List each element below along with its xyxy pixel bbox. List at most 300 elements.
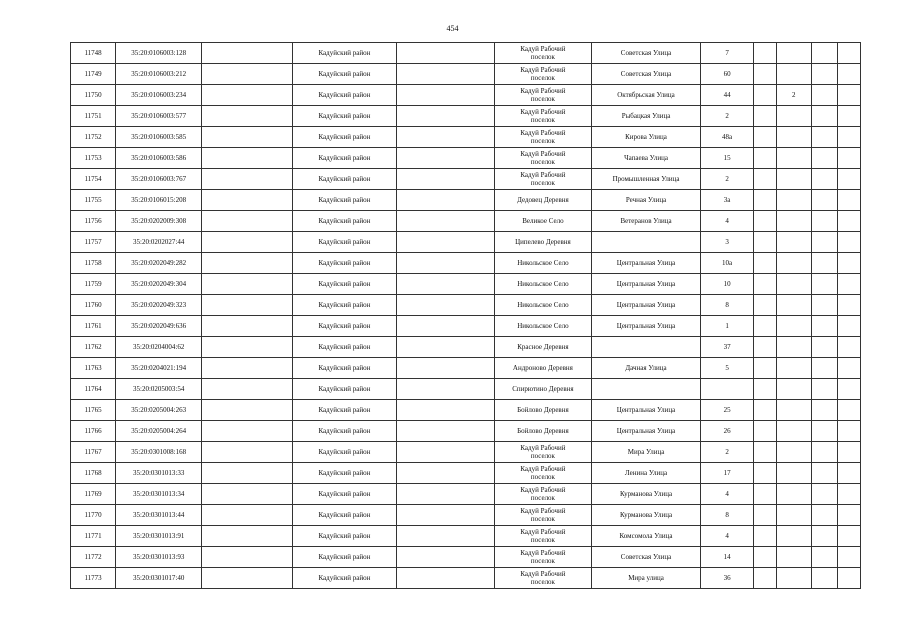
cell-settlement xyxy=(494,505,591,526)
cell-empty xyxy=(811,190,838,211)
cell-cadastral-number: 35:20:0202049:282 xyxy=(116,253,202,274)
cell-row-number: 11769 xyxy=(71,484,116,505)
cell-row-number: 11755 xyxy=(71,190,116,211)
cell-cadastral-number: 35:20:0204021:194 xyxy=(116,358,202,379)
cell-row-number: 11754 xyxy=(71,169,116,190)
cell-empty xyxy=(811,400,838,421)
cell-cadastral-number: 35:20:0202049:323 xyxy=(116,295,202,316)
settlement-name: Никольское Село xyxy=(517,259,569,267)
cell-street: Центральная Улица xyxy=(592,421,701,442)
cell-empty xyxy=(397,43,494,64)
cell-empty xyxy=(811,295,838,316)
cell-street: Центральная Улица xyxy=(592,253,701,274)
cell-street: Ветеранов Улица xyxy=(592,211,701,232)
cell-cadastral-number: 35:20:0301013:91 xyxy=(116,526,202,547)
table-row xyxy=(71,358,861,379)
cell-empty xyxy=(811,484,838,505)
settlement-name: Никольское Село xyxy=(517,280,569,288)
cell-row-number: 11765 xyxy=(71,400,116,421)
table-row xyxy=(71,295,861,316)
cell-district: Кадуйский район xyxy=(292,106,397,127)
cell-empty xyxy=(202,442,292,463)
table-row xyxy=(71,169,861,190)
cell-settlement xyxy=(494,379,591,400)
cell-house-number: 4 xyxy=(700,526,753,547)
cell-cadastral-number: 35:20:0205003:54 xyxy=(116,379,202,400)
cell-empty xyxy=(754,526,777,547)
cell-empty xyxy=(397,400,494,421)
cell-empty xyxy=(397,358,494,379)
cell-cadastral-number: 35:20:0301013:44 xyxy=(116,505,202,526)
cell-street: Промышленная Улица xyxy=(592,169,701,190)
cell-cadastral-number: 35:20:0301013:93 xyxy=(116,547,202,568)
cell-house-number: 8 xyxy=(700,505,753,526)
table-body xyxy=(71,43,861,589)
cell-street xyxy=(592,379,701,400)
cell-empty xyxy=(397,127,494,148)
cell-district: Кадуйский район xyxy=(292,526,397,547)
cell-house-number: 10а xyxy=(700,253,753,274)
cell-row-number: 11763 xyxy=(71,358,116,379)
cell-empty xyxy=(754,421,777,442)
cell-house-number: 15 xyxy=(700,148,753,169)
cell-row-number: 11752 xyxy=(71,127,116,148)
cell-district: Кадуйский район xyxy=(292,400,397,421)
settlement-name: Кадуй Рабочий поселок xyxy=(520,444,566,460)
table-row xyxy=(71,463,861,484)
cell-apartment xyxy=(776,232,811,253)
table-row xyxy=(71,505,861,526)
cell-empty xyxy=(811,106,838,127)
cell-empty xyxy=(202,568,292,589)
table-row xyxy=(71,316,861,337)
cell-empty xyxy=(202,358,292,379)
cell-street: Чапаева Улица xyxy=(592,148,701,169)
cell-street: Дачная Улица xyxy=(592,358,701,379)
cell-street xyxy=(592,337,701,358)
cell-row-number: 11771 xyxy=(71,526,116,547)
cell-empty xyxy=(838,316,861,337)
cell-district: Кадуйский район xyxy=(292,64,397,85)
cell-street: Советская Улица xyxy=(592,64,701,85)
cell-empty xyxy=(754,316,777,337)
table-row xyxy=(71,106,861,127)
cell-cadastral-number: 35:20:0202027:44 xyxy=(116,232,202,253)
cell-empty xyxy=(397,295,494,316)
cell-cadastral-number: 35:20:0205004:263 xyxy=(116,400,202,421)
cell-row-number: 11757 xyxy=(71,232,116,253)
cell-house-number: 60 xyxy=(700,64,753,85)
cell-street: Октябрьская Улица xyxy=(592,85,701,106)
cell-settlement xyxy=(494,400,591,421)
cell-empty xyxy=(811,337,838,358)
cell-empty xyxy=(202,547,292,568)
table-row xyxy=(71,127,861,148)
cell-empty xyxy=(397,421,494,442)
cell-empty xyxy=(838,379,861,400)
cell-empty xyxy=(754,127,777,148)
cell-empty xyxy=(838,358,861,379)
cell-settlement xyxy=(494,106,591,127)
cell-empty xyxy=(397,337,494,358)
cell-street: Центральная Улица xyxy=(592,274,701,295)
cell-empty xyxy=(811,463,838,484)
cell-street: Курманова Улица xyxy=(592,484,701,505)
cell-street: Рыбацкая Улица xyxy=(592,106,701,127)
cell-empty xyxy=(202,253,292,274)
cell-empty xyxy=(754,169,777,190)
cell-empty xyxy=(202,421,292,442)
cell-settlement xyxy=(494,169,591,190)
cell-empty xyxy=(811,358,838,379)
settlement-name: Кадуй Рабочий поселок xyxy=(520,171,566,187)
cell-empty xyxy=(397,253,494,274)
cell-cadastral-number: 35:20:0106003:586 xyxy=(116,148,202,169)
cell-district: Кадуйский район xyxy=(292,232,397,253)
table-row xyxy=(71,274,861,295)
cell-empty xyxy=(397,190,494,211)
cell-street xyxy=(592,232,701,253)
cell-empty xyxy=(754,190,777,211)
cell-house-number: 4 xyxy=(700,211,753,232)
cell-empty xyxy=(754,64,777,85)
cell-cadastral-number: 35:20:0205004:264 xyxy=(116,421,202,442)
cell-row-number: 11760 xyxy=(71,295,116,316)
cell-settlement xyxy=(494,295,591,316)
cell-apartment xyxy=(776,337,811,358)
table-row xyxy=(71,85,861,106)
table-row xyxy=(71,400,861,421)
cell-empty xyxy=(754,400,777,421)
table-row xyxy=(71,148,861,169)
cell-empty xyxy=(754,337,777,358)
table-row xyxy=(71,211,861,232)
cell-apartment xyxy=(776,358,811,379)
cell-empty xyxy=(202,484,292,505)
cell-house-number: 2 xyxy=(700,106,753,127)
cell-house-number: 44 xyxy=(700,85,753,106)
cell-house-number: 2 xyxy=(700,442,753,463)
cell-empty xyxy=(811,568,838,589)
cell-empty xyxy=(838,106,861,127)
cell-district: Кадуйский район xyxy=(292,211,397,232)
cell-empty xyxy=(754,442,777,463)
cell-apartment xyxy=(776,127,811,148)
cell-row-number: 11753 xyxy=(71,148,116,169)
settlement-name: Никольское Село xyxy=(517,322,569,330)
cell-settlement xyxy=(494,463,591,484)
cell-empty xyxy=(202,190,292,211)
page-number: 454 xyxy=(446,24,459,33)
cell-row-number: 11750 xyxy=(71,85,116,106)
cell-apartment: 2 xyxy=(776,85,811,106)
cell-settlement xyxy=(494,442,591,463)
cell-settlement xyxy=(494,421,591,442)
cell-row-number: 11758 xyxy=(71,253,116,274)
cell-empty xyxy=(811,316,838,337)
cell-empty xyxy=(202,379,292,400)
cell-house-number: 3а xyxy=(700,190,753,211)
cell-cadastral-number: 35:20:0204004:62 xyxy=(116,337,202,358)
table-row xyxy=(71,484,861,505)
cell-cadastral-number: 35:20:0106003:767 xyxy=(116,169,202,190)
table-row xyxy=(71,232,861,253)
cell-apartment xyxy=(776,43,811,64)
cell-district: Кадуйский район xyxy=(292,484,397,505)
cell-cadastral-number: 35:20:0301017:40 xyxy=(116,568,202,589)
cell-empty xyxy=(811,526,838,547)
cell-empty xyxy=(754,463,777,484)
cell-row-number: 11762 xyxy=(71,337,116,358)
cell-empty xyxy=(397,169,494,190)
cell-house-number: 37 xyxy=(700,337,753,358)
cell-street: Мира улица xyxy=(592,568,701,589)
settlement-name: Бойлово Деревня xyxy=(517,406,569,414)
cell-apartment xyxy=(776,295,811,316)
cell-empty xyxy=(397,379,494,400)
cell-settlement xyxy=(494,274,591,295)
settlement-name: Кадуй Рабочий поселок xyxy=(520,549,566,565)
cell-empty xyxy=(202,526,292,547)
cell-empty xyxy=(754,295,777,316)
cell-row-number: 11766 xyxy=(71,421,116,442)
cell-apartment xyxy=(776,379,811,400)
cell-empty xyxy=(838,274,861,295)
cell-empty xyxy=(838,295,861,316)
cell-empty xyxy=(202,337,292,358)
cell-row-number: 11756 xyxy=(71,211,116,232)
cell-row-number: 11770 xyxy=(71,505,116,526)
cell-empty xyxy=(754,568,777,589)
cell-row-number: 11748 xyxy=(71,43,116,64)
cell-empty xyxy=(397,148,494,169)
cell-district: Кадуйский район xyxy=(292,379,397,400)
cell-empty xyxy=(397,64,494,85)
cell-empty xyxy=(202,274,292,295)
cell-cadastral-number: 35:20:0301008:168 xyxy=(116,442,202,463)
cell-empty xyxy=(838,190,861,211)
cell-district: Кадуйский район xyxy=(292,568,397,589)
registry-table xyxy=(70,42,861,589)
cell-district: Кадуйский район xyxy=(292,505,397,526)
cell-empty xyxy=(397,547,494,568)
cell-empty xyxy=(838,169,861,190)
cell-empty xyxy=(838,421,861,442)
cell-empty xyxy=(811,148,838,169)
settlement-name: Кадуй Рабочий поселок xyxy=(520,108,566,124)
cell-apartment xyxy=(776,568,811,589)
cell-house-number: 10 xyxy=(700,274,753,295)
cell-empty xyxy=(754,505,777,526)
cell-apartment xyxy=(776,169,811,190)
cell-empty xyxy=(838,526,861,547)
table-row xyxy=(71,64,861,85)
table-row xyxy=(71,253,861,274)
cell-house-number: 17 xyxy=(700,463,753,484)
cell-house-number: 5 xyxy=(700,358,753,379)
cell-empty xyxy=(811,211,838,232)
settlement-name: Никольское Село xyxy=(517,301,569,309)
cell-empty xyxy=(397,232,494,253)
cell-district: Кадуйский район xyxy=(292,253,397,274)
cell-apartment xyxy=(776,274,811,295)
settlement-name: Кадуй Рабочий поселок xyxy=(520,150,566,166)
table-row xyxy=(71,43,861,64)
cell-district: Кадуйский район xyxy=(292,337,397,358)
cell-house-number: 36 xyxy=(700,568,753,589)
cell-empty xyxy=(397,211,494,232)
cell-empty xyxy=(397,526,494,547)
settlement-name: Кадуй Рабочий поселок xyxy=(520,507,566,523)
cell-district: Кадуйский район xyxy=(292,421,397,442)
cell-empty xyxy=(811,547,838,568)
cell-empty xyxy=(754,547,777,568)
cell-house-number: 1 xyxy=(700,316,753,337)
cell-street: Кирова Улица xyxy=(592,127,701,148)
cell-cadastral-number: 35:20:0106015:208 xyxy=(116,190,202,211)
cell-empty xyxy=(754,85,777,106)
cell-apartment xyxy=(776,505,811,526)
cell-district: Кадуйский район xyxy=(292,547,397,568)
settlement-name: Кадуй Рабочий поселок xyxy=(520,465,566,481)
cell-empty xyxy=(397,316,494,337)
cell-house-number: 7 xyxy=(700,43,753,64)
cell-house-number: 14 xyxy=(700,547,753,568)
cell-cadastral-number: 35:20:0301013:34 xyxy=(116,484,202,505)
cell-street: Центральная Улица xyxy=(592,316,701,337)
cell-empty xyxy=(838,400,861,421)
cell-empty xyxy=(811,64,838,85)
table-row xyxy=(71,526,861,547)
cell-apartment xyxy=(776,526,811,547)
cell-street: Речная Улица xyxy=(592,190,701,211)
cell-empty xyxy=(838,337,861,358)
cell-settlement xyxy=(494,316,591,337)
cell-row-number: 11751 xyxy=(71,106,116,127)
settlement-name: Кадуй Рабочий поселок xyxy=(520,87,566,103)
cell-empty xyxy=(838,463,861,484)
settlement-name: Великое Село xyxy=(522,217,564,225)
cell-apartment xyxy=(776,421,811,442)
cell-house-number: 3 xyxy=(700,232,753,253)
cell-empty xyxy=(202,316,292,337)
cell-row-number: 11749 xyxy=(71,64,116,85)
cell-street: Ленина Улица xyxy=(592,463,701,484)
settlement-name: Красное Деревня xyxy=(517,343,569,351)
settlement-name: Ципелево Деревня xyxy=(515,238,571,246)
cell-empty xyxy=(838,547,861,568)
cell-settlement xyxy=(494,127,591,148)
cell-apartment xyxy=(776,442,811,463)
cell-empty xyxy=(397,505,494,526)
cell-apartment xyxy=(776,211,811,232)
settlement-name: Дедовец Деревня xyxy=(517,196,569,204)
settlement-name: Кадуй Рабочий поселок xyxy=(520,45,566,61)
cell-row-number: 11772 xyxy=(71,547,116,568)
cell-district: Кадуйский район xyxy=(292,316,397,337)
cell-empty xyxy=(811,127,838,148)
cell-settlement xyxy=(494,253,591,274)
cell-district: Кадуйский район xyxy=(292,43,397,64)
cell-empty xyxy=(397,568,494,589)
cell-empty xyxy=(811,505,838,526)
cell-empty xyxy=(838,253,861,274)
cell-apartment xyxy=(776,190,811,211)
cell-empty xyxy=(754,211,777,232)
cell-empty xyxy=(397,85,494,106)
cell-empty xyxy=(838,85,861,106)
cell-empty xyxy=(202,127,292,148)
cell-empty xyxy=(811,169,838,190)
table-row xyxy=(71,421,861,442)
cell-street: Курманова Улица xyxy=(592,505,701,526)
cell-apartment xyxy=(776,463,811,484)
cell-settlement xyxy=(494,190,591,211)
cell-district: Кадуйский район xyxy=(292,442,397,463)
settlement-name: Кадуй Рабочий поселок xyxy=(520,129,566,145)
cell-apartment xyxy=(776,316,811,337)
cell-empty xyxy=(397,463,494,484)
cell-empty xyxy=(202,211,292,232)
cell-empty xyxy=(202,295,292,316)
cell-empty xyxy=(811,442,838,463)
cell-cadastral-number: 35:20:0202049:636 xyxy=(116,316,202,337)
cell-street: Комсомола Улица xyxy=(592,526,701,547)
cell-empty xyxy=(838,484,861,505)
cell-empty xyxy=(811,421,838,442)
cell-empty xyxy=(397,442,494,463)
cell-empty xyxy=(202,463,292,484)
cell-district: Кадуйский район xyxy=(292,190,397,211)
cell-empty xyxy=(838,64,861,85)
cell-apartment xyxy=(776,547,811,568)
cell-cadastral-number: 35:20:0106003:585 xyxy=(116,127,202,148)
cell-settlement xyxy=(494,85,591,106)
table-row xyxy=(71,547,861,568)
cell-empty xyxy=(838,442,861,463)
cell-apartment xyxy=(776,400,811,421)
cell-empty xyxy=(811,232,838,253)
cell-street: Центральная Улица xyxy=(592,400,701,421)
cell-settlement xyxy=(494,337,591,358)
cell-district: Кадуйский район xyxy=(292,85,397,106)
cell-empty xyxy=(754,358,777,379)
cell-district: Кадуйский район xyxy=(292,148,397,169)
cell-empty xyxy=(397,106,494,127)
cell-empty xyxy=(838,211,861,232)
cell-empty xyxy=(838,505,861,526)
cell-house-number: 25 xyxy=(700,400,753,421)
table-row xyxy=(71,190,861,211)
cell-house-number: 26 xyxy=(700,421,753,442)
cell-empty xyxy=(754,232,777,253)
cell-district: Кадуйский район xyxy=(292,295,397,316)
settlement-name: Кадуй Рабочий поселок xyxy=(520,486,566,502)
cell-row-number: 11768 xyxy=(71,463,116,484)
cell-district: Кадуйский район xyxy=(292,169,397,190)
cell-empty xyxy=(754,43,777,64)
cell-row-number: 11761 xyxy=(71,316,116,337)
cell-cadastral-number: 35:20:0106003:128 xyxy=(116,43,202,64)
cell-street: Советская Улица xyxy=(592,547,701,568)
cell-empty xyxy=(397,274,494,295)
cell-empty xyxy=(202,169,292,190)
cell-empty xyxy=(754,253,777,274)
cell-cadastral-number: 35:20:0202049:304 xyxy=(116,274,202,295)
cell-empty xyxy=(811,253,838,274)
cell-apartment xyxy=(776,148,811,169)
settlement-name: Андроново Деревня xyxy=(512,364,573,372)
